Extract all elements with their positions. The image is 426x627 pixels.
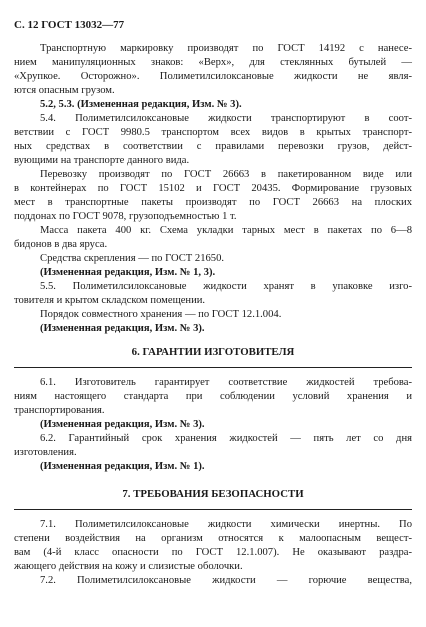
paragraph-line: ются опасным грузом. <box>14 85 115 96</box>
revision-note: (Измененная редакция, Изм. № 3). <box>40 419 205 430</box>
paragraph-line: 6.2. Гарантийный срок хранения жидкостей — пять лет со дня <box>40 433 412 444</box>
paragraph-line: 6.1. Изготовитель гарантирует соответствие жидкостей требова- <box>40 377 412 388</box>
revision-note: (Измененная редакция, Изм. № 1). <box>40 461 205 472</box>
paragraph-line: ветствии с ГОСТ 9980.5 транспортом всех видов в крытых транспорт- <box>14 127 412 138</box>
revision-note: (Измененная редакция, Изм. № 3). <box>40 323 205 334</box>
divider <box>14 509 412 510</box>
paragraph-line: Масса пакета 400 кг. Схема укладки тарных мест в пакетах по 6—8 <box>40 225 412 236</box>
paragraph-line: Порядок совместного хранения — по ГОСТ 12.1.004. <box>40 309 282 320</box>
paragraph-line: 5.4. Полиметилсилоксановые жидкости транспортируют в соот- <box>40 113 412 124</box>
revision-note: (Измененная редакция, Изм. № 1, 3). <box>40 267 216 278</box>
paragraph-line: мест в транспортные пакеты производят по ГОСТ 26663 на плоских <box>14 197 412 208</box>
divider <box>14 367 412 368</box>
paragraph-line: 7.1. Полиметилсилоксановые жидкости химически инертны. По <box>40 519 412 530</box>
paragraph-line: 7.2. Полиметилсилоксановые жидкости — горючие вещества, <box>40 575 412 586</box>
section-heading: 6. ГАРАНТИИ ИЗГОТОВИТЕЛЯ <box>131 346 295 358</box>
paragraph-line: жающего действия на кожу и слизистые оболочки. <box>14 561 243 572</box>
paragraph-line: бидонов в два яруса. <box>14 239 108 250</box>
paragraph-line: «Хрупкое. Осторожно». Полиметилсилоксановые жидкости не явля- <box>14 71 412 82</box>
paragraph-line: Средства скрепления — по ГОСТ 21650. <box>40 253 225 264</box>
paragraph-line: ниям настоящего стандарта при соблюдении условий хранения и <box>14 391 412 402</box>
page-header: С. 12 ГОСТ 13032—77 <box>14 19 125 31</box>
paragraph-line: нием манипуляционных знаков: «Верх», для стеклянных бутылей — <box>14 57 412 68</box>
paragraph-line: изготовления. <box>14 447 77 458</box>
paragraph-line: в контейнерах по ГОСТ 15102 и ГОСТ 20435. Формирование грузовых <box>14 183 412 194</box>
paragraph-line: Транспортную маркировку производят по ГОСТ 14192 с нанесе- <box>40 43 412 54</box>
revision-note: 5.2, 5.3. (Измененная редакция, Изм. № 3). <box>40 99 242 110</box>
paragraph-line: ных средствах в соответствии с правилами перевозки грузов, дейст- <box>14 141 412 152</box>
paragraph-line: Перевозку производят по ГОСТ 26663 в пакетированном виде или <box>40 169 412 180</box>
paragraph-line: поддонах по ГОСТ 9078, грузоподъемностью 1 т. <box>14 211 237 222</box>
paragraph-line: товителя и крытом складском помещении. <box>14 295 206 306</box>
section-heading: 7. ТРЕБОВАНИЯ БЕЗОПАСНОСТИ <box>122 488 304 500</box>
paragraph-line: вам (4-й класс опасности по ГОСТ 12.1.007). Не оказывают раздра- <box>14 547 412 558</box>
paragraph-line: степени воздействия на организм относятся к малоопасным вещест- <box>14 533 412 544</box>
paragraph-line: 5.5. Полиметилсилоксановые жидкости хранят в упаковке изго- <box>40 281 412 292</box>
paragraph-line: вующими на транспорте данного вида. <box>14 155 190 166</box>
paragraph-line: транспортирования. <box>14 405 105 416</box>
